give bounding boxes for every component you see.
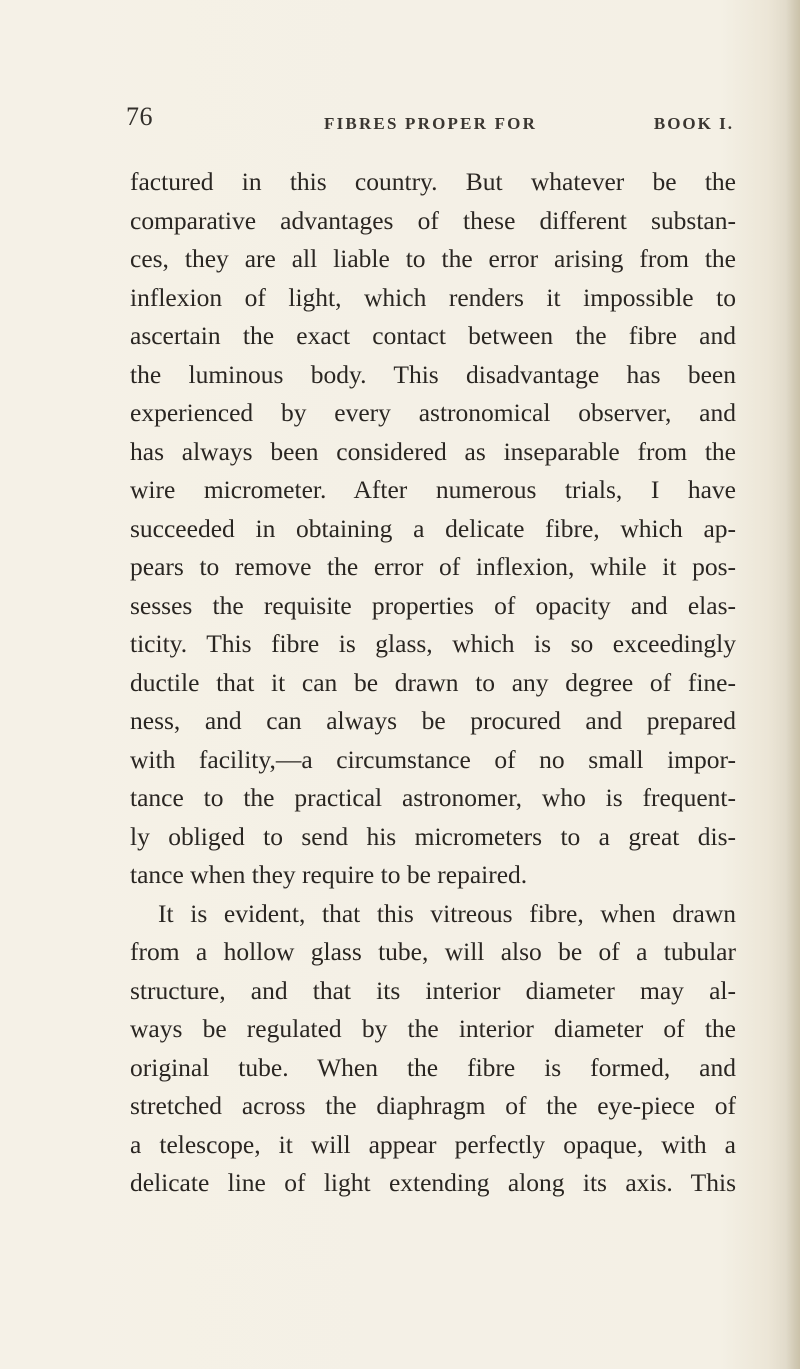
- text-line: ascertain the exact contact between the fibre and: [130, 321, 736, 350]
- text-line: a telescope, it will appear perfectly opaque, with a: [130, 1129, 736, 1159]
- text-line-paragraph-start: It is evident, that this vitreous fibre, when drawn: [158, 898, 736, 928]
- text-line-paragraph-end: tance when they require to be repaired.: [130, 860, 528, 889]
- text-line: ces, they are all liable to the error arising from the: [130, 244, 736, 273]
- text-line: from a hollow glass tube, will also be of a tubular: [130, 937, 736, 966]
- text-line: structure, and that its interior diameter may al-: [130, 975, 736, 1005]
- page-edge-shadow: [786, 0, 800, 1369]
- text-line: pears to remove the error of inflexion, while it pos-: [130, 552, 736, 581]
- text-line: ductile that it can be drawn to any degree of fine-: [130, 667, 736, 697]
- text-line: delicate line of light extending along its axis. This: [130, 1168, 736, 1197]
- running-head: [126, 102, 736, 142]
- text-line: ly obliged to send his micrometers to a great dis-: [130, 821, 736, 851]
- text-line: original tube. When the fibre is formed, and: [130, 1052, 736, 1082]
- text-line: the luminous body. This disadvantage has been: [130, 359, 736, 389]
- text-line: experienced by every astronomical observer, and: [130, 398, 736, 427]
- text-line: factured in this country. But whatever be the: [130, 167, 736, 196]
- text-line: ways be regulated by the interior diameter of the: [130, 1014, 736, 1043]
- text-line: has always been considered as inseparable from the: [130, 436, 736, 466]
- text-line: ness, and can always be procured and prepared: [130, 706, 736, 735]
- running-head-book: BOOK I.: [653, 114, 734, 133]
- page-number: 76: [126, 102, 153, 131]
- text-line: succeeded in obtaining a delicate fibre, which ap-: [130, 513, 736, 543]
- text-line: with facility,—a circumstance of no small impor-: [130, 744, 736, 774]
- text-line: inflexion of light, which renders it impossible to: [130, 282, 736, 312]
- text-line: comparative advantages of these different substan-: [130, 205, 736, 235]
- text-line: wire micrometer. After numerous trials, I have: [130, 475, 736, 504]
- text-line: tance to the practical astronomer, who is frequent-: [130, 783, 736, 812]
- body-text: [130, 163, 736, 1203]
- running-head-title: FIBRES PROPER FOR: [324, 114, 538, 133]
- text-line: sesses the requisite properties of opacity and elas-: [130, 590, 736, 620]
- text-line: ticity. This fibre is glass, which is so exceedingly: [130, 629, 736, 658]
- text-line: stretched across the diaphragm of the eye-piece of: [130, 1091, 736, 1120]
